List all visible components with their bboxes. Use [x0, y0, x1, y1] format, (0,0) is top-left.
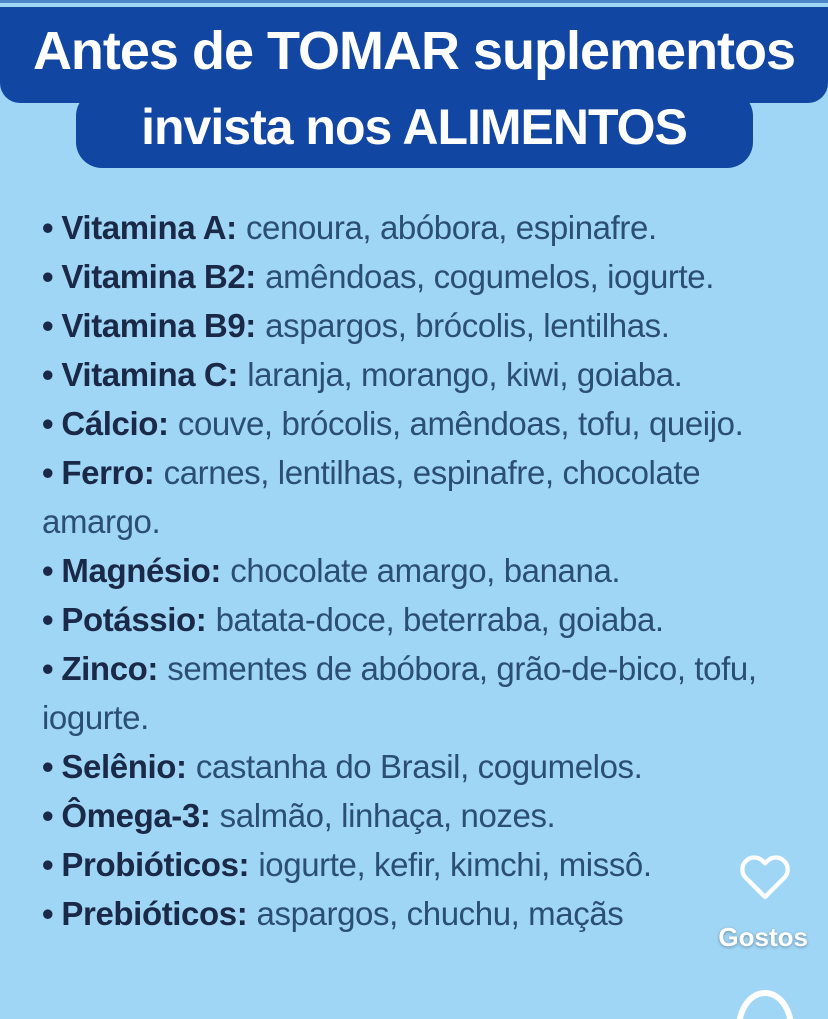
nutrient-foods: sementes de abóbora, grão-de-bico, tofu, iogurte.	[42, 650, 757, 736]
header-title-line1: Antes de TOMAR suplementos	[32, 21, 796, 81]
nutrient-foods: salmão, linhaça, nozes.	[219, 797, 556, 834]
header-title-line2: invista nos ALIMENTOS	[141, 99, 687, 155]
list-item	[42, 448, 824, 546]
bullet-icon: •	[42, 209, 54, 246]
likes-label: Gostos	[718, 922, 808, 952]
nutrient-label: Vitamina B9:	[61, 307, 256, 344]
nutrient-label: Ferro:	[61, 454, 155, 491]
comment-circle-icon[interactable]	[736, 990, 794, 1019]
bullet-icon: •	[42, 748, 54, 785]
like-heart-icon[interactable]	[739, 851, 791, 903]
nutrient-label: Zinco:	[61, 650, 158, 687]
bullet-icon: •	[42, 552, 54, 589]
list-item	[42, 301, 824, 350]
nutrient-foods: aspargos, brócolis, lentilhas.	[265, 307, 670, 344]
list-item	[42, 350, 824, 399]
list-item	[42, 742, 824, 791]
bullet-icon: •	[42, 895, 54, 932]
top-border-line	[0, 0, 828, 3]
nutrient-foods: carnes, lentilhas, espinafre, chocolate amargo.	[42, 454, 701, 540]
nutrient-label: Selênio:	[61, 748, 187, 785]
header-banner	[0, 7, 828, 168]
bullet-icon: •	[42, 307, 54, 344]
nutrient-label: Vitamina B2:	[61, 258, 256, 295]
bullet-icon: •	[42, 356, 54, 393]
list-item	[42, 644, 824, 742]
list-item	[42, 595, 824, 644]
bullet-icon: •	[42, 797, 54, 834]
nutrient-foods: amêndoas, cogumelos, iogurte.	[265, 258, 714, 295]
list-item	[42, 546, 824, 595]
bullet-icon: •	[42, 601, 54, 638]
bullet-icon: •	[42, 405, 54, 442]
bullet-icon: •	[42, 846, 54, 883]
nutrient-foods: castanha do Brasil, cogumelos.	[195, 748, 643, 785]
nutrient-foods: chocolate amargo, banana.	[230, 552, 621, 589]
nutrient-label: Magnésio:	[61, 552, 221, 589]
nutrient-label: Vitamina C:	[61, 356, 238, 393]
nutrient-label: Ômega-3:	[61, 797, 211, 834]
nutrient-label: Vitamina A:	[61, 209, 237, 246]
nutrient-label: Potássio:	[61, 601, 207, 638]
nutrient-list	[0, 203, 828, 938]
nutrient-foods: aspargos, chuchu, maçãs	[256, 895, 624, 932]
list-item	[42, 791, 824, 840]
list-item	[42, 399, 824, 448]
nutrient-foods: batata-doce, beterraba, goiaba.	[215, 601, 664, 638]
bullet-icon: •	[42, 454, 54, 491]
nutrient-label: Probióticos:	[61, 846, 250, 883]
bullet-icon: •	[42, 650, 54, 687]
list-item	[42, 889, 824, 938]
bullet-icon: •	[42, 258, 54, 295]
list-item	[42, 840, 824, 889]
header-banner-row2	[76, 90, 753, 168]
nutrient-foods: cenoura, abóbora, espinafre.	[245, 209, 657, 246]
nutrient-label: Prebióticos:	[61, 895, 248, 932]
nutrient-foods: couve, brócolis, amêndoas, tofu, queijo.	[177, 405, 744, 442]
header-banner-row1	[0, 7, 828, 103]
list-item	[42, 252, 824, 301]
list-item	[42, 203, 824, 252]
nutrient-foods: iogurte, kefir, kimchi, missô.	[258, 846, 652, 883]
nutrient-label: Cálcio:	[61, 405, 169, 442]
nutrient-foods: laranja, morango, kiwi, goiaba.	[247, 356, 683, 393]
